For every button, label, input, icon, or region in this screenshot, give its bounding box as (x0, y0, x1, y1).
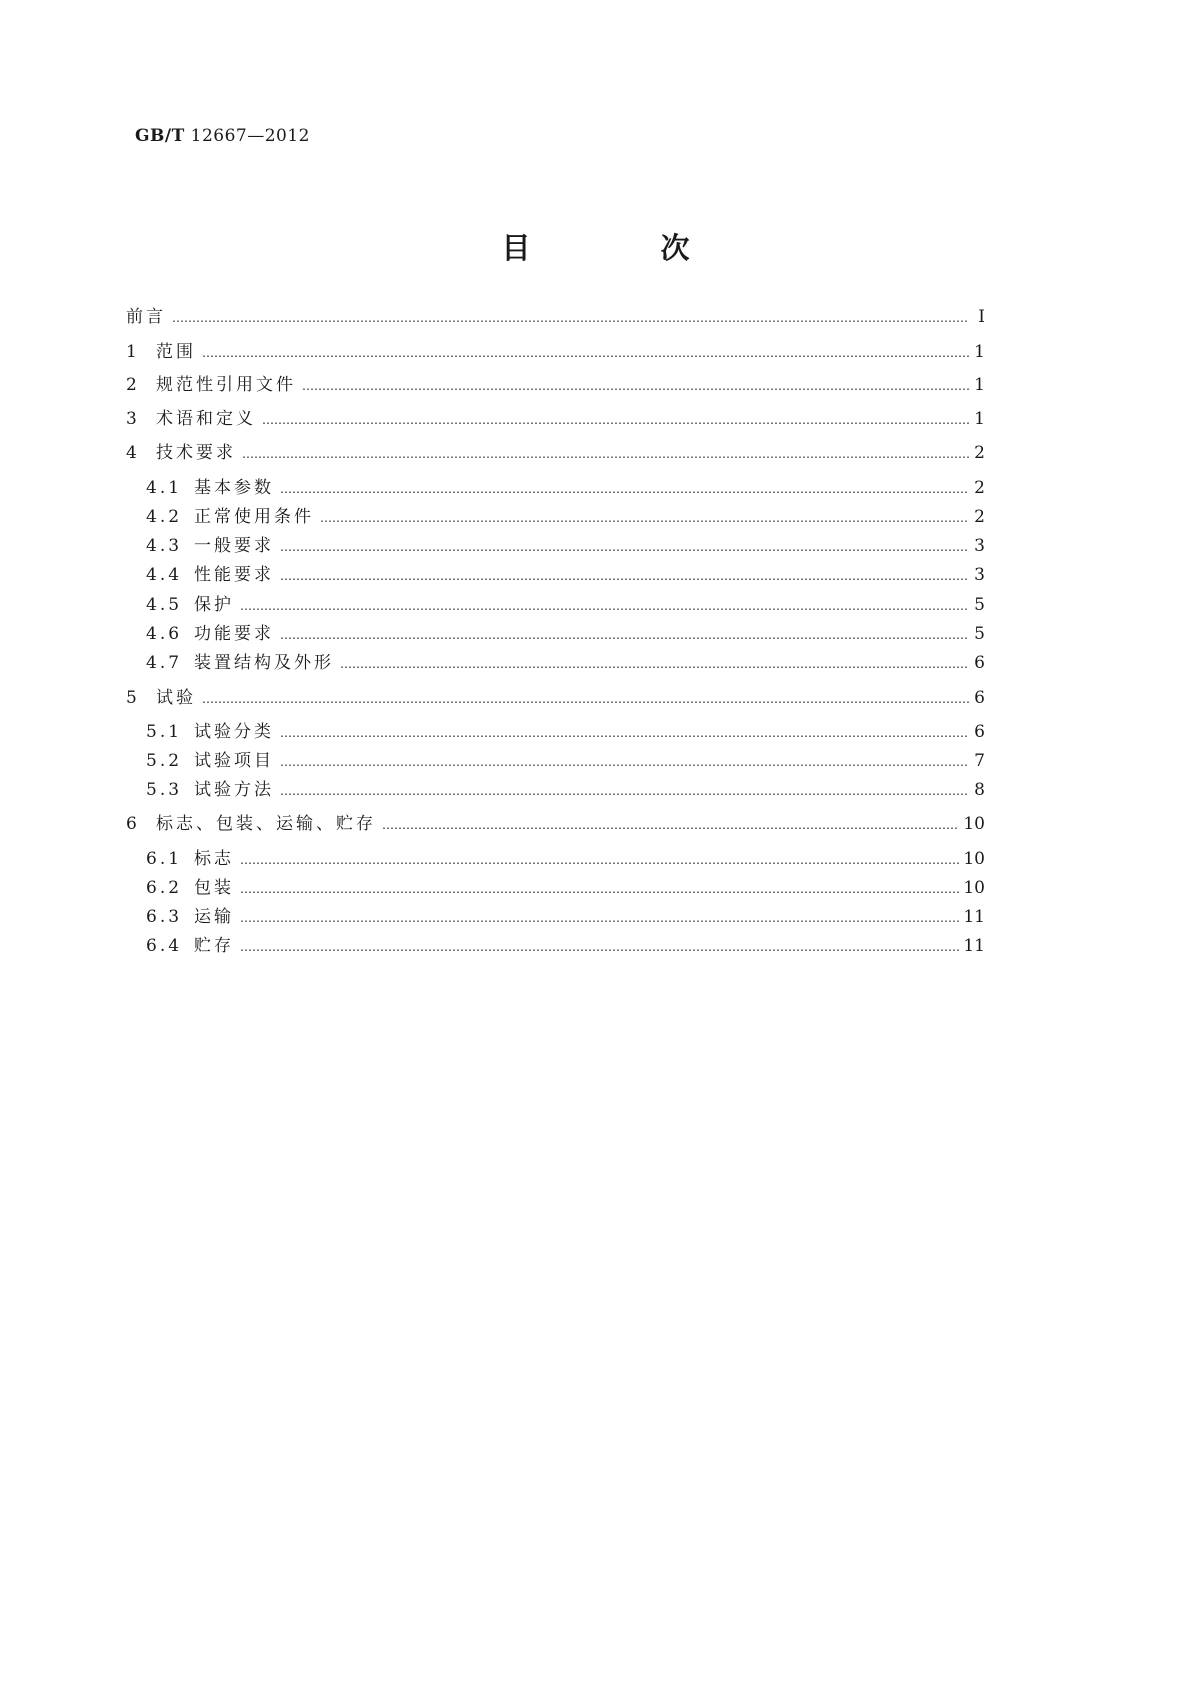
toc-leader-dots (382, 813, 959, 836)
toc-entry-label: 基本参数 (194, 478, 274, 498)
toc-entry-page: 11 (963, 936, 985, 956)
toc-entry-number: 4.1 (146, 478, 183, 498)
toc-entry-label: 试验分类 (194, 722, 274, 742)
toc-entry-page: 6 (974, 688, 985, 708)
toc-entry[interactable] (126, 407, 985, 431)
toc-leader-dots (202, 341, 969, 364)
toc-entry-page: 1 (974, 375, 985, 395)
toc-entry-label: 功能要求 (194, 624, 274, 644)
toc-entry-number: 5.2 (146, 751, 183, 771)
toc-entry[interactable] (126, 340, 985, 364)
toc-entry-page: 3 (974, 536, 985, 556)
toc-entry-label: 装置结构及外形 (194, 653, 334, 673)
toc-entry-label: 运输 (194, 907, 234, 927)
toc-entry[interactable] (126, 812, 985, 836)
toc-leader-dots (240, 594, 969, 617)
toc-entry-page: 7 (974, 751, 985, 771)
toc-entry-number: 4 (126, 443, 140, 463)
toc-leader-dots (202, 687, 969, 710)
toc-entry-label: 前言 (126, 307, 166, 327)
toc-entry-label: 范围 (156, 342, 196, 362)
toc-leader-dots (280, 721, 969, 744)
toc-entry-label: 试验项目 (194, 751, 274, 771)
toc-entry-page: 10 (963, 849, 985, 869)
toc-entry[interactable] (126, 305, 985, 329)
toc-leader-dots (280, 623, 969, 646)
toc-entry-label: 包装 (194, 878, 234, 898)
toc-entry[interactable] (146, 622, 985, 646)
toc-entry[interactable] (146, 934, 985, 958)
toc-leader-dots (240, 906, 959, 929)
toc-entry-page: 6 (974, 722, 985, 742)
toc-entry-number: 6.4 (146, 936, 183, 956)
toc-entry-page: 6 (974, 653, 985, 673)
toc-entry-label: 规范性引用文件 (156, 375, 296, 395)
toc-entry-number: 4.2 (146, 507, 183, 527)
toc-entry-page: 2 (974, 478, 985, 498)
toc-entry-page: 1 (974, 409, 985, 429)
toc-entry-number: 4.5 (146, 595, 183, 615)
toc-entry-label: 标志 (194, 849, 234, 869)
toc-leader-dots (240, 935, 959, 958)
toc-leader-dots (280, 750, 969, 773)
toc-leader-dots (320, 506, 969, 529)
toc-entry-page: 5 (974, 595, 985, 615)
toc-entry-number: 1 (126, 342, 140, 362)
toc-entry[interactable] (146, 476, 985, 500)
standard-prefix: GB/T (135, 126, 185, 146)
toc-entry-number: 6.3 (146, 907, 183, 927)
toc-entry[interactable] (146, 847, 985, 871)
toc-entry-page: 8 (974, 780, 985, 800)
toc-entry-number: 4.4 (146, 565, 183, 585)
toc-leader-dots (262, 408, 969, 431)
toc-entry-number: 4.6 (146, 624, 183, 644)
toc-entry-number: 4.3 (146, 536, 183, 556)
toc-leader-dots (302, 374, 969, 397)
toc-leader-dots (280, 477, 969, 500)
toc-entry-number: 5.3 (146, 780, 183, 800)
toc-entry-label: 正常使用条件 (194, 507, 314, 527)
toc-entry-page: 3 (974, 565, 985, 585)
toc-entry[interactable] (146, 876, 985, 900)
toc-entry[interactable] (146, 778, 985, 802)
toc-entry-label: 技术要求 (156, 443, 236, 463)
toc-entry[interactable] (146, 749, 985, 773)
toc-entry-label: 试验 (156, 688, 196, 708)
toc-entry[interactable] (146, 651, 985, 675)
standard-number: 12667—2012 (190, 126, 310, 146)
toc-entry-page: 1 (974, 342, 985, 362)
toc-entry-label: 术语和定义 (156, 409, 256, 429)
toc-leader-dots (280, 779, 969, 802)
toc-entry[interactable] (146, 593, 985, 617)
toc-entry-number: 6.1 (146, 849, 183, 869)
toc-entry-page: 10 (963, 878, 985, 898)
toc-leader-dots (242, 442, 969, 465)
toc-entry-label: 标志、包装、运输、贮存 (156, 814, 376, 834)
toc-entry[interactable] (146, 720, 985, 744)
toc-entry[interactable] (126, 686, 985, 710)
toc-entry[interactable] (126, 373, 985, 397)
toc-entry-label: 贮存 (194, 936, 234, 956)
toc-entry-page: 10 (963, 814, 985, 834)
toc-entry-label: 试验方法 (194, 780, 274, 800)
toc-entry[interactable] (146, 905, 985, 929)
toc-entry[interactable] (146, 505, 985, 529)
toc-entry-page: 2 (974, 443, 985, 463)
page-title: 目 次 (501, 231, 750, 265)
toc-entry-number: 6.2 (146, 878, 183, 898)
toc-entry-number: 3 (126, 409, 140, 429)
toc-entry-page: 2 (974, 507, 985, 527)
toc-leader-dots (340, 652, 969, 675)
toc-entry-label: 性能要求 (194, 565, 274, 585)
toc-leader-dots (240, 877, 959, 900)
toc-leader-dots (280, 564, 969, 587)
toc-entry-label: 保护 (194, 595, 234, 615)
toc-entry-page: 5 (974, 624, 985, 644)
toc-entry-label: 一般要求 (194, 536, 274, 556)
toc-entry-page: 11 (963, 907, 985, 927)
toc-leader-dots (280, 535, 969, 558)
toc-leader-dots (172, 306, 969, 329)
toc-entry-number: 6 (126, 814, 140, 834)
toc-entry-number: 2 (126, 375, 140, 395)
toc-entry-number: 5 (126, 688, 140, 708)
toc-entry-page: Ⅰ (978, 307, 985, 327)
toc-entry[interactable] (146, 563, 985, 587)
toc-leader-dots (240, 848, 959, 871)
toc-entry-number: 4.7 (146, 653, 183, 673)
toc-entry[interactable] (146, 534, 985, 558)
toc-entry[interactable] (126, 441, 985, 465)
toc-entry-number: 5.1 (146, 722, 183, 742)
